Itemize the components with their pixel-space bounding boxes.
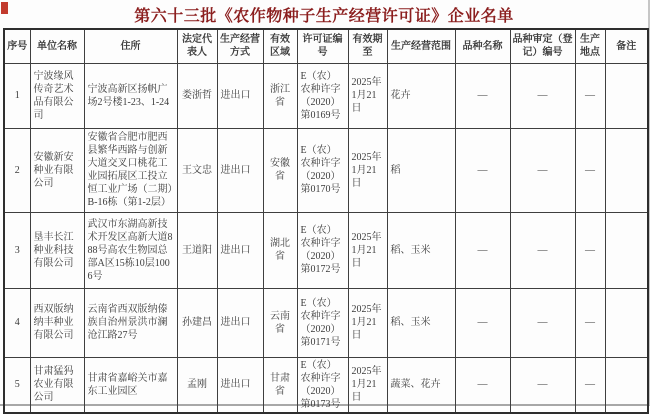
page-title: 第六十三批《农作物种子生产经营许可证》企业名单: [134, 8, 514, 25]
table-row: [4, 357, 648, 413]
cell-variety-reg-no: —: [510, 63, 575, 128]
cell-variety-reg-no: —: [510, 128, 575, 212]
cell-seq: 4: [4, 288, 30, 357]
header-variety-reg-no: 品种审定（登记）编号: [510, 29, 575, 63]
cell-operation-mode: 进出口: [217, 128, 263, 212]
cell-seq: 2: [4, 128, 30, 212]
cell-company-name: 西双版纳纳丰种业有限公司: [30, 288, 84, 357]
table-row: [4, 212, 648, 288]
license-table: [3, 28, 649, 414]
header-legal-rep: 法定代表人: [177, 29, 217, 63]
cell-valid-until: 2025年1月21日: [348, 288, 387, 357]
cell-variety-name: —: [455, 212, 510, 288]
header-production-site: 生产地点: [575, 29, 605, 63]
cell-seq: 5: [4, 357, 30, 413]
cell-production-site: —: [575, 63, 605, 128]
cell-address: 宁波高新区扬帆广场2号楼1-23、1-24: [84, 63, 177, 128]
cell-legal-rep: 王道阳: [177, 212, 217, 288]
cell-license-no: E（农）农种许字（2020）第0169号: [297, 63, 348, 128]
cell-valid-region: 甘肃省: [263, 357, 297, 413]
table-row: [4, 288, 648, 357]
header-company-name: 单位名称: [30, 29, 84, 63]
cell-valid-until: 2025年1月21日: [348, 212, 387, 288]
cell-remark: [605, 63, 648, 128]
cell-operation-scope: 花卉: [387, 63, 455, 128]
cell-operation-scope: 稻: [387, 128, 455, 212]
table-row: [4, 128, 648, 212]
header-valid-until: 有效期至: [348, 29, 387, 63]
cell-address: 云南省西双版纳傣族自治州景洪市澜沧江路27号: [84, 288, 177, 357]
cell-operation-mode: 进出口: [217, 212, 263, 288]
cell-company-name: 甘肃猛犸农业有限公司: [30, 357, 84, 413]
cell-seq: 1: [4, 63, 30, 128]
cell-valid-region: 安徽省: [263, 128, 297, 212]
cell-address: 甘肃省嘉峪关市嘉东工业园区: [84, 357, 177, 413]
cell-variety-name: —: [455, 128, 510, 212]
cell-company-name: 垦丰长江种业科技有限公司: [30, 212, 84, 288]
header-address: 住所: [84, 29, 177, 63]
cell-operation-scope: 稻、玉米: [387, 288, 455, 357]
cell-variety-name: —: [455, 63, 510, 128]
cell-license-no: E（农）农种许字（2020）第0171号: [297, 288, 348, 357]
cell-production-site: —: [575, 357, 605, 413]
cell-valid-region: 云南省: [263, 288, 297, 357]
cell-remark: [605, 357, 648, 413]
cell-valid-region: 浙江省: [263, 63, 297, 128]
header-variety-name: 品种名称: [455, 29, 510, 63]
cell-operation-mode: 进出口: [217, 288, 263, 357]
cell-operation-mode: 进出口: [217, 63, 263, 128]
cell-valid-region: 湖北省: [263, 212, 297, 288]
cell-legal-rep: 娄浙哲: [177, 63, 217, 128]
header-operation-scope: 生产经营范围: [387, 29, 455, 63]
cell-variety-reg-no: —: [510, 288, 575, 357]
cell-remark: [605, 128, 648, 212]
cell-address: 武汉市东湖高新技术开发区高新大道888号高农生物园总部A区15栋10层1006号: [84, 212, 177, 288]
cell-production-site: —: [575, 288, 605, 357]
cell-operation-mode: 进出口: [217, 357, 263, 413]
cell-operation-scope: 蔬菜、花卉: [387, 357, 455, 413]
table-row: [4, 63, 648, 128]
cell-remark: [605, 288, 648, 357]
cell-variety-name: —: [455, 288, 510, 357]
cell-license-no: E（农）农种许字（2020）第0170号: [297, 128, 348, 212]
header-license-no: 许可证编号: [297, 29, 348, 63]
table-header-row: [4, 29, 648, 63]
header-operation-mode: 生产经营方式: [217, 29, 263, 63]
cell-legal-rep: 孟刚: [177, 357, 217, 413]
cell-variety-reg-no: —: [510, 357, 575, 413]
header-seq: 序号: [4, 29, 30, 63]
header-valid-region: 有效区域: [263, 29, 297, 63]
cell-license-no: E（农）农种许字（2020）第0173号: [297, 357, 348, 413]
cell-legal-rep: 孙建昌: [177, 288, 217, 357]
cell-valid-until: 2025年1月21日: [348, 63, 387, 128]
cell-valid-until: 2025年1月21日: [348, 357, 387, 413]
cell-valid-until: 2025年1月21日: [348, 128, 387, 212]
cell-license-no: E（农）农种许字（2020）第0172号: [297, 212, 348, 288]
cell-production-site: —: [575, 212, 605, 288]
cell-operation-scope: 稻、玉米: [387, 212, 455, 288]
cell-seq: 3: [4, 212, 30, 288]
cell-company-name: 安徽新安种业有限公司: [30, 128, 84, 212]
cell-remark: [605, 212, 648, 288]
cell-variety-name: —: [455, 357, 510, 413]
cell-production-site: —: [575, 128, 605, 212]
cell-legal-rep: 王文忠: [177, 128, 217, 212]
cell-variety-reg-no: —: [510, 212, 575, 288]
cell-address: 安徽省合肥市肥西县繁华西路与创新大道交叉口桃花工业园拓展区工投立恒工业广场（二期）B-16栋（第1-2层）: [84, 128, 177, 212]
cell-company-name: 宁波缘风传奇艺术品有限公司: [30, 63, 84, 128]
header-remark: 备注: [605, 29, 648, 63]
